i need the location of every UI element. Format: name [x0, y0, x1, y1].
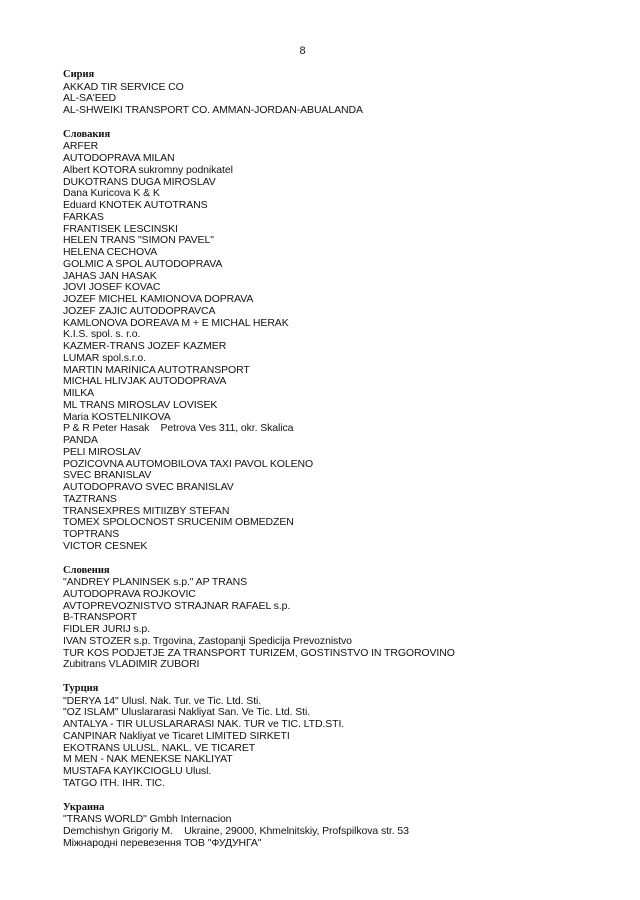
- company-entry: Maria KOSTELNIKOVA: [63, 410, 171, 423]
- company-entry: PANDA: [63, 434, 98, 446]
- country-section: [63, 565, 623, 672]
- company-entry: TAZTRANS: [63, 492, 117, 505]
- company-entry: FRANTISEK LESCINSKI: [63, 222, 178, 235]
- company-entry: MARTIN MARINICA AUTOTRANSPORT: [63, 363, 250, 376]
- company-list: [63, 577, 623, 671]
- company-entry: FIDLER JURIJ s.p.: [63, 623, 150, 635]
- company-entry: M MEN - NAK MENEKSE NAKLIYAT: [63, 753, 233, 766]
- company-entry: AL-SHWEIKI TRANSPORT CO. AMMAN-JORDAN-ABUALANDA: [63, 104, 363, 116]
- company-entry: HELENA CECHOVA: [63, 246, 158, 258]
- company-entry: B-TRANSPORT: [63, 611, 137, 624]
- company-entry: JOVI JOSEF KOVAC: [63, 281, 161, 294]
- company-entry: MICHAL HLIVJAK AUTODOPRAVA: [63, 375, 227, 388]
- company-entry: MILKA: [63, 387, 95, 399]
- company-entry: ARFER: [63, 140, 99, 153]
- company-entry: GOLMIC A SPOL AUTODOPRAVA: [63, 257, 223, 270]
- company-entry: AVTOPREVOZNISTVO STRAJNAR RAFAEL s.p.: [63, 599, 291, 612]
- country-heading: Словения: [63, 564, 110, 576]
- company-entry: "DERYA 14" Ulusl. Nak. Tur. ve Tic. Ltd. Sti.: [63, 694, 262, 707]
- company-list: [63, 82, 623, 117]
- country-heading: Сирия: [63, 69, 95, 80]
- company-entry: K.I.S. spol. s. r.o.: [63, 328, 141, 341]
- company-entry: ANTALYA - TIR ULUSLARARASI NAK. TUR ve TIC. LTD.STI.: [63, 718, 345, 730]
- company-entry: Zubitrans VLADIMIR ZUBORI: [63, 658, 200, 671]
- company-entry: HELEN TRANS "SIMON PAVEL": [63, 234, 214, 247]
- company-entry: CANPINAR Nakliyat ve Ticaret LIMITED SIRKETI: [63, 729, 290, 742]
- company-entry: FARKAS: [63, 210, 104, 223]
- company-entry: JOZEF ZAJIC AUTODOPRAVCA: [63, 304, 216, 317]
- company-entry: ML TRANS MIROSLAV LOVISEK: [63, 398, 218, 411]
- company-entry: VICTOR CESNEK: [63, 539, 148, 552]
- company-entry: JAHAS JAN HASAK: [63, 269, 157, 282]
- country-heading: Словакия: [63, 128, 111, 140]
- company-entry: PELI MIROSLAV: [63, 445, 141, 458]
- company-entry: TATGO ITH. IHR. TIC.: [63, 776, 165, 789]
- company-entry: DUKOTRANS DUGA MIROSLAV: [63, 175, 216, 188]
- company-entry: IVAN STOZER s.p. Trgovina, Zastopanji Spedicija Prevoznistvo: [63, 634, 352, 647]
- company-entry: Dana Kuricova K & K: [63, 187, 160, 200]
- company-entry: AUTODOPRAVO SVEC BRANISLAV: [63, 481, 234, 493]
- company-entry: POZICOVNA AUTOMOBILOVA TAXI PAVOL KOLENO: [63, 457, 314, 470]
- company-list: [63, 814, 623, 849]
- company-entry: MUSTAFA KAYIKCIOGLU Ulusl.: [63, 765, 212, 777]
- company-entry: Albert KOTORA sukromny podnikatel: [63, 163, 233, 176]
- country-section: [63, 802, 623, 850]
- country-heading: Турция: [63, 683, 99, 694]
- company-entry: "ANDREY PLANINSEK s.p." AP TRANS: [63, 576, 247, 588]
- company-entry: TOPTRANS: [63, 528, 120, 540]
- company-entry: "OZ ISLAM" Uluslararasi Nakliyat San. Ve Tic. Ltd. Sti.: [63, 706, 311, 719]
- company-entry: KAZMER-TRANS JOZEF KAZMER: [63, 340, 227, 352]
- country-section: [63, 683, 623, 790]
- company-list: [63, 141, 623, 552]
- company-entry: Міжнародні перевезення ТОВ "ФУДУНГА": [63, 836, 262, 849]
- company-entry: KAMLONOVA DOREAVA M + E MICHAL HERAK: [63, 316, 289, 329]
- company-entry: P & R Peter Hasak Petrova Ves 311, okr. Skalica: [63, 422, 294, 435]
- company-entry: "TRANS WORLD" Gmbh Internacion: [63, 813, 232, 825]
- company-entry: AUTODOPRAVA ROJKOVIC: [63, 587, 196, 600]
- country-section: [63, 129, 623, 553]
- company-entry: Eduard KNOTEK AUTOTRANS: [63, 199, 208, 211]
- company-entry: TRANSEXPRES MITIIZBY STEFAN: [63, 504, 230, 517]
- company-entry: TUR KOS PODJETJE ZA TRANSPORT TURIZEM, GOSTINSTVO IN TRGOROVINO: [63, 646, 455, 659]
- company-entry: LUMAR spol.s.r.o.: [63, 351, 146, 364]
- company-entry: AL-SA'EED: [63, 92, 117, 105]
- company-list: [63, 696, 623, 790]
- company-entry: SVEC BRANISLAV: [63, 469, 152, 482]
- company-entry: AKKAD TIR SERVICE CO: [63, 80, 184, 93]
- country-section: [63, 69, 623, 117]
- company-entry: TOMEX SPOLOCNOST SRUCENIM OBMEDZEN: [63, 516, 294, 529]
- document-body: [63, 69, 623, 861]
- company-entry: Demchishyn Grigoriy M. Ukraine, 29000, Khmelnitskiy, Profspilkova str. 53: [63, 824, 409, 837]
- company-entry: AUTODOPRAVA MILAN: [63, 152, 175, 164]
- country-heading: Украина: [63, 801, 105, 813]
- page-number: 8: [299, 45, 306, 57]
- company-entry: EKOTRANS ULUSL. NAKL. VE TICARET: [63, 741, 256, 754]
- company-entry: JOZEF MICHEL KAMIONOVA DOPRAVA: [63, 293, 254, 305]
